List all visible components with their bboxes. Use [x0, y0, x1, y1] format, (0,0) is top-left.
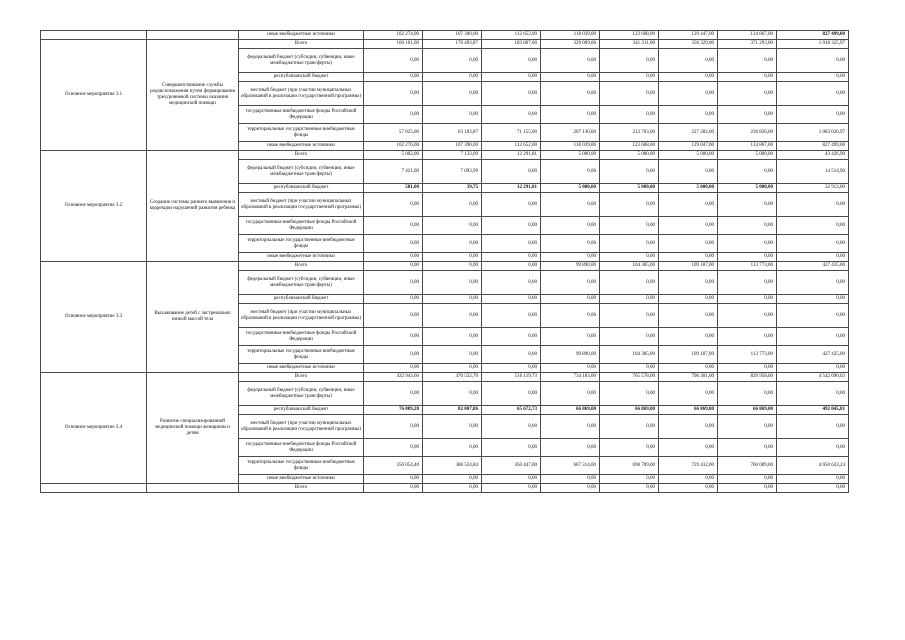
year-amount-cell: 66 869,00: [718, 406, 777, 415]
year-amount-cell: 698 709,00: [600, 457, 659, 475]
year-amount-cell: 0,00: [541, 235, 600, 253]
year-amount-cell: 107 390,00: [423, 31, 482, 40]
year-amount-cell: 0,00: [364, 475, 423, 484]
year-amount-cell: 0,00: [364, 253, 423, 262]
funding-source-cell: местный бюджет (при участии муниципальных образований в реализации государственной программы): [239, 193, 364, 217]
year-amount-cell: 0,00: [718, 271, 777, 295]
year-amount-cell: 99 890,00: [541, 262, 600, 271]
year-amount-cell: 71 155,00: [482, 124, 541, 142]
funding-source-cell: республиканский бюджет: [239, 184, 364, 193]
year-amount-cell: 0,00: [423, 304, 482, 328]
total-amount-cell: 0,00: [777, 304, 849, 328]
year-amount-cell: 0,00: [718, 82, 777, 106]
year-amount-cell: 0,00: [659, 439, 718, 457]
year-amount-cell: 0,00: [659, 106, 718, 124]
year-amount-cell: 0,00: [541, 160, 600, 184]
table-row: [41, 40, 849, 49]
year-amount-cell: 0,00: [423, 106, 482, 124]
year-amount-cell: 109 187,00: [659, 346, 718, 364]
year-amount-cell: 0,00: [423, 253, 482, 262]
funding-source-cell: территориальные государственные внебюджетные фонды: [239, 124, 364, 142]
year-amount-cell: 0,00: [659, 415, 718, 439]
year-amount-cell: 129 447,00: [659, 31, 718, 40]
year-amount-cell: 107 390,00: [423, 142, 482, 151]
year-amount-cell: 0,00: [482, 82, 541, 106]
year-amount-cell: 0,00: [600, 271, 659, 295]
table-row: [41, 373, 849, 382]
year-amount-cell: 0,00: [659, 49, 718, 73]
total-amount-cell: 0,00: [777, 73, 849, 82]
year-amount-cell: 66 869,00: [600, 406, 659, 415]
year-amount-cell: 0,00: [541, 49, 600, 73]
year-amount-cell: 0,00: [364, 106, 423, 124]
year-amount-cell: 0,00: [600, 235, 659, 253]
year-amount-cell: 0,00: [482, 295, 541, 304]
year-amount-cell: 118 039,00: [541, 31, 600, 40]
year-amount-cell: 388 524,84: [423, 457, 482, 475]
total-amount-cell: 0,00: [777, 439, 849, 457]
program-cell: Основное мероприятие 3.4: [41, 373, 147, 484]
year-amount-cell: 104 385,00: [600, 346, 659, 364]
total-amount-cell: 0,00: [777, 253, 849, 262]
year-amount-cell: 0,00: [423, 382, 482, 406]
year-amount-cell: 0,00: [364, 439, 423, 457]
year-amount-cell: 0,00: [364, 82, 423, 106]
total-amount-cell: 1 083 026,97: [777, 124, 849, 142]
year-amount-cell: 432 943,60: [364, 373, 423, 382]
year-amount-cell: 0,00: [423, 364, 482, 373]
year-amount-cell: 0,00: [364, 193, 423, 217]
year-amount-cell: 0,00: [364, 346, 423, 364]
year-amount-cell: 0,00: [482, 475, 541, 484]
year-amount-cell: 63 103,87: [423, 124, 482, 142]
total-amount-cell: 0,00: [777, 382, 849, 406]
year-amount-cell: 329 009,00: [541, 40, 600, 49]
year-amount-cell: 0,00: [541, 364, 600, 373]
year-amount-cell: 0,00: [659, 193, 718, 217]
funding-source-cell: государственные внебюджетные фонды Российской Федерации: [239, 217, 364, 235]
year-amount-cell: 0,00: [423, 271, 482, 295]
total-amount-cell: 4 050 643,24: [777, 457, 849, 475]
year-amount-cell: 5 000,00: [541, 184, 600, 193]
year-amount-cell: 0,00: [600, 106, 659, 124]
funding-source-cell: республиканский бюджет: [239, 295, 364, 304]
year-amount-cell: 0,00: [423, 262, 482, 271]
year-amount-cell: 0,00: [423, 295, 482, 304]
year-amount-cell: 0,00: [482, 364, 541, 373]
year-amount-cell: 0,00: [364, 304, 423, 328]
total-amount-cell: 492 045,81: [777, 406, 849, 415]
year-amount-cell: 0,00: [541, 295, 600, 304]
year-amount-cell: 5 000,00: [718, 151, 777, 160]
year-amount-cell: 0,00: [364, 262, 423, 271]
year-amount-cell: 118 039,00: [541, 142, 600, 151]
measure-name-cell: [147, 31, 239, 40]
year-amount-cell: 0,00: [541, 217, 600, 235]
year-amount-cell: 65 672,73: [482, 406, 541, 415]
year-amount-cell: 0,00: [541, 415, 600, 439]
table-row: [41, 31, 849, 40]
year-amount-cell: 0,00: [482, 304, 541, 328]
year-amount-cell: 581,00: [364, 184, 423, 193]
year-amount-cell: 134 867,00: [718, 142, 777, 151]
year-amount-cell: 765 578,00: [600, 373, 659, 382]
year-amount-cell: 7 421,00: [364, 160, 423, 184]
year-amount-cell: 0,00: [718, 304, 777, 328]
total-amount-cell: 0,00: [777, 475, 849, 484]
program-cell: Основное мероприятие 3.1: [41, 40, 147, 151]
total-amount-cell: 14 514,90: [777, 160, 849, 184]
year-amount-cell: 0,00: [600, 484, 659, 493]
total-amount-cell: 0,00: [777, 295, 849, 304]
year-amount-cell: 0,00: [482, 439, 541, 457]
year-amount-cell: 0,00: [718, 328, 777, 346]
year-amount-cell: 5 002,00: [364, 151, 423, 160]
funding-source-cell: Всего: [239, 151, 364, 160]
year-amount-cell: 0,00: [364, 73, 423, 82]
funding-source-cell: Всего: [239, 373, 364, 382]
funding-source-cell: республиканский бюджет: [239, 73, 364, 82]
year-amount-cell: 0,00: [423, 235, 482, 253]
year-amount-cell: 734 183,00: [541, 373, 600, 382]
year-amount-cell: 0,00: [659, 382, 718, 406]
year-amount-cell: 0,00: [600, 415, 659, 439]
year-amount-cell: 0,00: [541, 328, 600, 346]
year-amount-cell: 207 130,00: [541, 124, 600, 142]
year-amount-cell: 0,00: [718, 364, 777, 373]
year-amount-cell: 0,00: [718, 217, 777, 235]
measure-name-cell: Совершенствование службы родовспоможения путем формирования трехуровневой системы оказания медицинской помощи: [147, 40, 239, 151]
year-amount-cell: 729 432,00: [659, 457, 718, 475]
year-amount-cell: 66 869,00: [659, 406, 718, 415]
year-amount-cell: 0,00: [659, 160, 718, 184]
funding-source-cell: федеральный бюджет (субсидии, субвенции, иные межбюджетные трансферты): [239, 160, 364, 184]
year-amount-cell: 0,00: [423, 475, 482, 484]
year-amount-cell: 123 608,00: [600, 31, 659, 40]
year-amount-cell: 0,00: [541, 271, 600, 295]
year-amount-cell: 160 101,00: [364, 40, 423, 49]
year-amount-cell: 0,00: [659, 253, 718, 262]
year-amount-cell: 0,00: [541, 475, 600, 484]
year-amount-cell: 826 958,00: [718, 373, 777, 382]
total-amount-cell: 0,00: [777, 328, 849, 346]
year-amount-cell: 0,00: [541, 193, 600, 217]
year-amount-cell: 0,00: [364, 328, 423, 346]
year-amount-cell: 341 311,00: [600, 40, 659, 49]
total-amount-cell: 4 542 690,03: [777, 373, 849, 382]
year-amount-cell: 0,00: [600, 217, 659, 235]
year-amount-cell: 236 826,00: [718, 124, 777, 142]
year-amount-cell: 0,00: [364, 415, 423, 439]
year-amount-cell: 0,00: [364, 484, 423, 493]
year-amount-cell: 0,00: [423, 484, 482, 493]
year-amount-cell: 5 000,00: [718, 184, 777, 193]
measure-name-cell: Создание системы раннего выявления и коррекции нарушений развития ребенка: [147, 151, 239, 262]
year-amount-cell: 0,00: [600, 304, 659, 328]
funding-source-cell: государственные внебюджетные фонды Российской Федерации: [239, 106, 364, 124]
year-amount-cell: 0,00: [423, 415, 482, 439]
funding-source-cell: государственные внебюджетные фонды Российской Федерации: [239, 439, 364, 457]
year-amount-cell: 0,00: [718, 49, 777, 73]
year-amount-cell: 516 119,73: [482, 373, 541, 382]
funding-source-cell: местный бюджет (при участии муниципальных образований в реализации государственной программы): [239, 304, 364, 328]
year-amount-cell: 0,00: [364, 49, 423, 73]
funding-source-cell: иные внебюджетные источники: [239, 31, 364, 40]
year-amount-cell: 0,00: [600, 193, 659, 217]
year-amount-cell: 112 652,00: [482, 31, 541, 40]
year-amount-cell: 0,00: [423, 73, 482, 82]
funding-source-cell: Всего: [239, 484, 364, 493]
total-amount-cell: 0,00: [777, 193, 849, 217]
year-amount-cell: 0,00: [423, 346, 482, 364]
year-amount-cell: 213 703,00: [600, 124, 659, 142]
year-amount-cell: 112 652,00: [482, 142, 541, 151]
funding-source-cell: иные внебюджетные источники: [239, 142, 364, 151]
year-amount-cell: 0,00: [364, 217, 423, 235]
year-amount-cell: 109 187,00: [659, 262, 718, 271]
year-amount-cell: 0,00: [482, 262, 541, 271]
year-amount-cell: 0,00: [541, 106, 600, 124]
table-row: [41, 151, 849, 160]
funding-source-cell: иные внебюджетные источники: [239, 364, 364, 373]
year-amount-cell: 0,00: [718, 106, 777, 124]
funding-source-cell: территориальные государственные внебюджетные фонды: [239, 457, 364, 475]
year-amount-cell: 102 276,00: [364, 142, 423, 151]
year-amount-cell: 0,00: [718, 193, 777, 217]
year-amount-cell: 0,00: [600, 49, 659, 73]
total-amount-cell: 43 426,90: [777, 151, 849, 160]
year-amount-cell: 0,00: [364, 364, 423, 373]
year-amount-cell: 57 825,00: [364, 124, 423, 142]
year-amount-cell: 134 867,00: [718, 31, 777, 40]
funding-source-cell: местный бюджет (при участии муниципальных образований в реализации государственной программы): [239, 415, 364, 439]
year-amount-cell: 123 608,00: [600, 142, 659, 151]
year-amount-cell: 183 807,00: [482, 40, 541, 49]
year-amount-cell: 0,00: [718, 160, 777, 184]
funding-source-cell: иные внебюджетные источники: [239, 475, 364, 484]
year-amount-cell: 0,00: [482, 49, 541, 73]
year-amount-cell: 0,00: [482, 346, 541, 364]
year-amount-cell: 176 493,87: [423, 40, 482, 49]
year-amount-cell: 0,00: [364, 382, 423, 406]
year-amount-cell: 0,00: [600, 439, 659, 457]
table-row: [41, 484, 849, 493]
year-amount-cell: 0,00: [423, 439, 482, 457]
year-amount-cell: 0,00: [541, 304, 600, 328]
year-amount-cell: 0,00: [600, 253, 659, 262]
program-cell: Основное мероприятие 3.3: [41, 262, 147, 373]
funding-source-cell: федеральный бюджет (субсидии, субвенции, иные межбюджетные трансферты): [239, 382, 364, 406]
total-amount-cell: 0,00: [777, 49, 849, 73]
funding-source-cell: Всего: [239, 40, 364, 49]
year-amount-cell: 0,00: [659, 304, 718, 328]
total-amount-cell: 827 499,00: [777, 31, 849, 40]
year-amount-cell: 0,00: [659, 217, 718, 235]
year-amount-cell: 0,00: [600, 295, 659, 304]
table-row: [41, 262, 849, 271]
year-amount-cell: 5 000,00: [600, 184, 659, 193]
funding-source-cell: местный бюджет (при участии муниципальных образований в реализации государственной программы): [239, 82, 364, 106]
year-amount-cell: 0,00: [423, 328, 482, 346]
funding-source-cell: иные внебюджетные источники: [239, 253, 364, 262]
year-amount-cell: 0,00: [541, 382, 600, 406]
year-amount-cell: 0,00: [718, 439, 777, 457]
year-amount-cell: 0,00: [364, 295, 423, 304]
year-amount-cell: 0,00: [718, 253, 777, 262]
year-amount-cell: 0,00: [482, 193, 541, 217]
year-amount-cell: 0,00: [541, 484, 600, 493]
year-amount-cell: 99 890,00: [541, 346, 600, 364]
year-amount-cell: 0,00: [600, 475, 659, 484]
year-amount-cell: 450 447,00: [482, 457, 541, 475]
year-amount-cell: 0,00: [482, 382, 541, 406]
year-amount-cell: 470 532,70: [423, 373, 482, 382]
year-amount-cell: 356 054,40: [364, 457, 423, 475]
measure-name-cell: Развитие специализированной медицинской помощи женщинам и детям: [147, 373, 239, 484]
measure-name-cell: Выхаживание детей с экстремально низкой массой тела: [147, 262, 239, 373]
year-amount-cell: 66 869,00: [541, 406, 600, 415]
total-amount-cell: 0,00: [777, 235, 849, 253]
year-amount-cell: 356 329,00: [659, 40, 718, 49]
total-amount-cell: 0,00: [777, 82, 849, 106]
year-amount-cell: 0,00: [600, 82, 659, 106]
funding-source-cell: федеральный бюджет (субсидии, субвенции, иные межбюджетные трансферты): [239, 49, 364, 73]
year-amount-cell: 0,00: [482, 73, 541, 82]
year-amount-cell: 12 291,81: [482, 151, 541, 160]
year-amount-cell: 104 385,00: [600, 262, 659, 271]
total-amount-cell: 0,00: [777, 217, 849, 235]
year-amount-cell: 0,00: [482, 160, 541, 184]
year-amount-cell: 0,00: [482, 106, 541, 124]
year-amount-cell: 0,00: [600, 73, 659, 82]
total-amount-cell: 0,00: [777, 364, 849, 373]
year-amount-cell: 0,00: [364, 271, 423, 295]
year-amount-cell: 12 291,81: [482, 184, 541, 193]
total-amount-cell: 427 435,00: [777, 346, 849, 364]
program-cell: [41, 484, 147, 493]
year-amount-cell: 5 000,00: [600, 151, 659, 160]
year-amount-cell: 0,00: [718, 415, 777, 439]
total-amount-cell: 0,00: [777, 484, 849, 493]
year-amount-cell: 7 093,99: [423, 160, 482, 184]
year-amount-cell: 0,00: [541, 253, 600, 262]
year-amount-cell: 0,00: [600, 328, 659, 346]
year-amount-cell: 0,00: [659, 82, 718, 106]
year-amount-cell: 0,00: [659, 271, 718, 295]
year-amount-cell: 0,00: [541, 82, 600, 106]
year-amount-cell: 113 773,00: [718, 346, 777, 364]
funding-source-cell: федеральный бюджет (субсидии, субвенции, иные межбюджетные трансферты): [239, 271, 364, 295]
year-amount-cell: 0,00: [482, 484, 541, 493]
year-amount-cell: 129 047,00: [659, 142, 718, 151]
year-amount-cell: 5 000,00: [659, 151, 718, 160]
program-cell: [41, 31, 147, 40]
year-amount-cell: 0,00: [659, 475, 718, 484]
year-amount-cell: 796 301,00: [659, 373, 718, 382]
year-amount-cell: 7 133,09: [423, 151, 482, 160]
year-amount-cell: 0,00: [482, 328, 541, 346]
year-amount-cell: 0,00: [482, 235, 541, 253]
year-amount-cell: 0,00: [718, 235, 777, 253]
funding-source-cell: территориальные государственные внебюджетные фонды: [239, 346, 364, 364]
total-amount-cell: 0,00: [777, 106, 849, 124]
year-amount-cell: 0,00: [659, 484, 718, 493]
year-amount-cell: 5 000,00: [659, 184, 718, 193]
total-amount-cell: 827 499,00: [777, 142, 849, 151]
year-amount-cell: 39,75: [423, 184, 482, 193]
year-amount-cell: 0,00: [423, 193, 482, 217]
total-amount-cell: 32 913,00: [777, 184, 849, 193]
year-amount-cell: 113 773,00: [718, 262, 777, 271]
funding-source-cell: территориальные государственные внебюджетные фонды: [239, 235, 364, 253]
year-amount-cell: 0,00: [659, 295, 718, 304]
total-amount-cell: 0,00: [777, 271, 849, 295]
year-amount-cell: 0,00: [718, 382, 777, 406]
year-amount-cell: 0,00: [482, 271, 541, 295]
program-cell: Основное мероприятие 3.2: [41, 151, 147, 262]
year-amount-cell: 76 889,20: [364, 406, 423, 415]
total-amount-cell: 0,00: [777, 415, 849, 439]
year-amount-cell: 0,00: [659, 364, 718, 373]
year-amount-cell: 371 293,00: [718, 40, 777, 49]
measure-name-cell: [147, 484, 239, 493]
year-amount-cell: 0,00: [482, 253, 541, 262]
year-amount-cell: 0,00: [659, 328, 718, 346]
year-amount-cell: 82 007,86: [423, 406, 482, 415]
year-amount-cell: 0,00: [482, 415, 541, 439]
year-amount-cell: 0,00: [600, 364, 659, 373]
year-amount-cell: 0,00: [659, 235, 718, 253]
year-amount-cell: 667 314,00: [541, 457, 600, 475]
year-amount-cell: 0,00: [423, 49, 482, 73]
year-amount-cell: 102 274,00: [364, 31, 423, 40]
year-amount-cell: 0,00: [718, 295, 777, 304]
year-amount-cell: 0,00: [718, 73, 777, 82]
total-amount-cell: 427 435,00: [777, 262, 849, 271]
year-amount-cell: 0,00: [423, 82, 482, 106]
funding-source-cell: государственные внебюджетные фонды Российской Федерации: [239, 328, 364, 346]
year-amount-cell: 0,00: [541, 73, 600, 82]
year-amount-cell: 0,00: [364, 235, 423, 253]
year-amount-cell: 0,00: [541, 439, 600, 457]
funding-source-cell: республиканский бюджет: [239, 406, 364, 415]
total-amount-cell: 1 918 325,97: [777, 40, 849, 49]
year-amount-cell: 227 282,00: [659, 124, 718, 142]
year-amount-cell: 0,00: [600, 382, 659, 406]
year-amount-cell: 0,00: [423, 217, 482, 235]
year-amount-cell: 0,00: [718, 475, 777, 484]
year-amount-cell: 0,00: [600, 160, 659, 184]
year-amount-cell: 5 000,00: [541, 151, 600, 160]
year-amount-cell: 0,00: [482, 217, 541, 235]
funding-source-cell: Всего: [239, 262, 364, 271]
year-amount-cell: 760 089,00: [718, 457, 777, 475]
financing-table: [40, 30, 849, 493]
year-amount-cell: 0,00: [718, 484, 777, 493]
year-amount-cell: 0,00: [659, 73, 718, 82]
